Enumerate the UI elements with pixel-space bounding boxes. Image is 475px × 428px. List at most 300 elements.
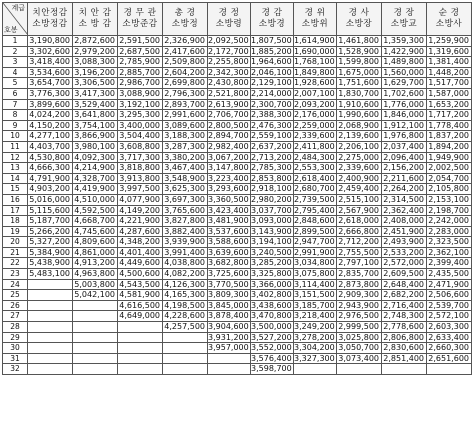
police-rank-label: 경 사: [348, 8, 370, 19]
salary-cell: 3,423,400: [208, 205, 249, 215]
step-cell: 16: [3, 194, 28, 205]
salary-cell: 5,384,900: [28, 247, 73, 258]
table-row: [3, 57, 472, 68]
salary-cell: 1,675,000: [337, 67, 382, 78]
salary-cell: 3,075,800: [294, 269, 335, 279]
salary-cell: 4,616,500: [118, 300, 163, 311]
salary-cell: 2,430,800: [208, 78, 249, 88]
salary-cell: 1,990,600: [337, 110, 382, 121]
salary-cell: [337, 364, 382, 375]
step-cell: 31: [3, 353, 28, 364]
salary-cell: 3,548,900: [163, 173, 208, 184]
table-row: [3, 269, 472, 280]
salary-cell: 5,003,800: [73, 279, 118, 290]
salary-cell: [73, 311, 118, 322]
salary-cell: 3,295,300: [118, 110, 163, 121]
step-cell: 25: [3, 290, 28, 301]
salary-cell: 2,096,400: [382, 152, 427, 163]
police-rank-label: 치안정감: [32, 8, 68, 19]
salary-cell: 2,471,900: [427, 279, 472, 290]
salary-cell: 3,639,600: [208, 247, 249, 257]
salary-cell: 3,400,000: [118, 120, 163, 131]
salary-cell: 2,509,800: [163, 57, 208, 68]
salary-cell: 1,702,600: [382, 88, 427, 99]
salary-cell: 1,778,400: [427, 120, 472, 131]
salary-cell: 3,143,900: [251, 226, 292, 236]
salary-cell: 3,114,400: [294, 279, 335, 289]
salary-cell: 4,403,700: [28, 141, 73, 152]
salary-cell: 2,068,900: [337, 120, 382, 131]
salary-cell: 3,878,400: [208, 311, 249, 321]
salary-cell: 5,115,600: [28, 205, 73, 216]
salary-cell: [163, 364, 208, 375]
salary-cell: 3,196,200: [73, 67, 118, 78]
salary-cell: 3,218,400: [294, 311, 335, 321]
fire-rank-label: 소방준감: [122, 19, 158, 29]
salary-cell: 2,796,300: [163, 88, 208, 99]
step-cell: 26: [3, 300, 28, 311]
salary-cell: [294, 364, 337, 375]
salary-cell: 2,451,900: [382, 226, 427, 237]
salary-cell: 2,156,200: [382, 163, 427, 174]
salary-table: [2, 2, 472, 375]
salary-cell: 4,277,100: [28, 131, 73, 142]
table-row: [3, 364, 472, 375]
table-row: [3, 110, 472, 121]
salary-cell: 4,791,900: [28, 173, 73, 184]
column-header: [251, 3, 294, 36]
salary-cell: 3,827,800: [163, 216, 208, 227]
step-cell: 8: [3, 110, 28, 121]
table-row: [3, 131, 472, 142]
salary-cell: 3,500,000: [251, 322, 292, 332]
salary-cell: 3,913,800: [118, 173, 163, 184]
salary-cell: 3,306,500: [73, 78, 118, 89]
salary-cell: 3,190,800: [28, 36, 73, 47]
salary-cell: [118, 353, 163, 364]
salary-cell: 2,054,700: [427, 173, 472, 184]
salary-cell: 5,266,200: [28, 226, 73, 237]
salary-cell: 2,712,200: [337, 237, 382, 248]
step-cell: 19: [3, 226, 28, 237]
table-row: [3, 67, 472, 78]
table-row: [3, 99, 472, 110]
salary-cell: 3,725,600: [208, 269, 249, 279]
salary-cell: 2,046,100: [251, 67, 292, 77]
table-row: [3, 205, 472, 216]
salary-cell: 3,037,700: [251, 205, 292, 215]
salary-cell: 2,618,400: [294, 173, 335, 183]
salary-cell: 2,300,700: [251, 99, 292, 109]
step-cell: 5: [3, 78, 28, 89]
table-row: [3, 36, 472, 47]
salary-cell: 3,470,800: [251, 311, 292, 321]
salary-cell: 1,690,000: [294, 46, 335, 56]
salary-cell: 2,609,500: [382, 269, 427, 280]
step-cell: 9: [3, 120, 28, 131]
fire-rank-label: 소방령: [215, 19, 243, 29]
salary-cell: 2,037,400: [382, 141, 427, 152]
salary-cell: 2,002,500: [427, 163, 472, 174]
salary-cell: 3,467,400: [163, 163, 208, 174]
salary-cell: 2,706,700: [208, 110, 249, 120]
salary-cell: 2,909,300: [337, 290, 382, 301]
table-header: [3, 3, 472, 36]
salary-cell: 1,807,500: [251, 36, 292, 45]
salary-cell: 3,754,100: [73, 120, 118, 131]
salary-cell: 2,893,700: [163, 99, 208, 110]
salary-cell: 3,325,800: [251, 269, 292, 279]
salary-cell: 2,417,600: [163, 46, 208, 57]
salary-cell: 3,997,500: [118, 184, 163, 195]
salary-cell: 2,982,400: [208, 141, 249, 151]
table-row: [3, 78, 472, 89]
salary-cell: 4,149,200: [118, 205, 163, 216]
salary-cell: [73, 300, 118, 311]
salary-cell: 4,963,800: [73, 269, 118, 280]
salary-cell: 5,042,100: [73, 290, 118, 301]
step-cell: 1: [3, 36, 28, 47]
salary-cell: 1,359,300: [382, 36, 427, 47]
salary-cell: 2,198,700: [427, 205, 472, 216]
table-row: [3, 290, 472, 301]
salary-cell: 1,717,200: [427, 110, 472, 121]
column-header: [427, 3, 472, 36]
salary-cell: 2,806,800: [382, 332, 427, 343]
salary-cell: 2,400,900: [337, 173, 382, 184]
salary-cell: 5,187,700: [28, 216, 73, 227]
salary-cell: 2,999,500: [337, 322, 382, 333]
salary-cell: 2,899,500: [294, 226, 335, 236]
salary-cell: [118, 343, 163, 354]
salary-cell: 2,515,100: [337, 194, 382, 205]
salary-cell: 3,957,000: [208, 343, 249, 353]
salary-cell: 2,739,500: [294, 194, 335, 204]
salary-cell: [28, 332, 73, 343]
salary-cell: 3,073,400: [337, 353, 382, 364]
table-row: [3, 300, 472, 311]
salary-cell: 2,339,600: [294, 131, 335, 141]
salary-cell: 2,699,800: [163, 78, 208, 89]
table-row: [3, 46, 472, 57]
salary-cell: 3,882,400: [163, 226, 208, 237]
salary-cell: 2,214,000: [251, 88, 292, 98]
step-cell: 17: [3, 205, 28, 216]
salary-cell: 2,800,500: [208, 120, 249, 130]
salary-cell: 4,257,500: [163, 322, 208, 333]
police-rank-label: 경 정: [218, 8, 240, 19]
salary-cell: [208, 364, 251, 375]
salary-cell: 3,527,200: [251, 332, 292, 342]
salary-cell: 4,510,000: [73, 194, 118, 205]
salary-cell: 3,625,300: [163, 184, 208, 195]
salary-cell: 1,614,900: [294, 36, 335, 45]
salary-cell: [427, 364, 472, 375]
salary-cell: 1,489,800: [382, 57, 427, 68]
salary-cell: 4,745,600: [73, 226, 118, 237]
step-cell: 2: [3, 46, 28, 57]
salary-cell: 2,648,400: [382, 279, 427, 290]
salary-cell: 2,362,400: [382, 205, 427, 216]
salary-cell: 1,319,600: [427, 46, 472, 57]
step-cell: 4: [3, 67, 28, 78]
step-cell: 27: [3, 311, 28, 322]
salary-cell: 2,572,100: [427, 311, 472, 322]
salary-cell: 2,323,500: [427, 237, 472, 248]
salary-cell: 3,598,700: [251, 364, 292, 374]
salary-cell: 4,328,700: [73, 173, 118, 184]
step-cell: 24: [3, 279, 28, 290]
step-cell: 20: [3, 237, 28, 248]
salary-cell: 3,931,200: [208, 332, 249, 342]
salary-cell: 4,038,800: [163, 258, 208, 269]
step-cell: 10: [3, 131, 28, 142]
salary-cell: 3,899,600: [28, 99, 73, 110]
salary-cell: 2,918,100: [251, 184, 292, 194]
fire-rank-label: 소방사: [435, 19, 463, 29]
salary-cell: 2,264,200: [382, 184, 427, 195]
fire-rank-label: 소방위: [301, 19, 329, 29]
salary-cell: 2,533,200: [382, 247, 427, 258]
salary-cell: 4,228,600: [163, 311, 208, 322]
salary-cell: 2,680,700: [294, 184, 335, 194]
salary-cell: 3,278,200: [294, 332, 335, 342]
salary-cell: 4,649,000: [118, 311, 163, 322]
salary-cell: 2,976,500: [337, 311, 382, 322]
salary-cell: [163, 332, 208, 343]
salary-cell: 5,483,100: [28, 269, 73, 280]
salary-cell: 4,092,300: [73, 152, 118, 163]
salary-cell: 3,302,600: [28, 46, 73, 57]
salary-cell: 3,608,800: [118, 141, 163, 152]
salary-cell: 4,198,500: [163, 300, 208, 311]
salary-cell: 3,285,200: [251, 258, 292, 268]
salary-cell: 2,539,700: [427, 300, 472, 311]
salary-cell: 1,964,600: [251, 57, 292, 67]
salary-cell: 2,172,700: [208, 46, 249, 56]
salary-cell: 1,910,600: [337, 99, 382, 110]
police-rank-label: 총 경: [174, 8, 196, 19]
step-cell: 3: [3, 57, 28, 68]
salary-cell: [28, 364, 73, 375]
salary-cell: 3,185,700: [294, 300, 335, 310]
salary-cell: 2,666,800: [337, 226, 382, 237]
salary-cell: 1,422,900: [382, 46, 427, 57]
salary-cell: 3,770,500: [208, 279, 249, 289]
salary-cell: 3,576,400: [251, 353, 292, 363]
salary-cell: 2,835,700: [337, 269, 382, 280]
table-row: [3, 237, 472, 248]
salary-cell: 2,476,300: [251, 120, 292, 130]
salary-cell: 4,913,200: [73, 258, 118, 269]
salary-cell: 2,991,600: [163, 110, 208, 121]
salary-cell: 3,089,600: [163, 120, 208, 131]
salary-cell: 2,873,800: [337, 279, 382, 290]
police-rank-label: 치 안 감: [78, 8, 112, 19]
salary-cell: 3,939,900: [163, 237, 208, 248]
salary-cell: 2,795,400: [294, 205, 335, 215]
salary-cell: 1,587,000: [427, 88, 472, 99]
salary-cell: 3,194,100: [251, 237, 292, 247]
column-header: [337, 3, 382, 36]
salary-cell: 2,242,000: [427, 216, 472, 227]
salary-cell: 2,139,600: [337, 131, 382, 142]
table-row: [3, 247, 472, 258]
step-cell: 18: [3, 216, 28, 227]
salary-cell: 4,861,000: [73, 247, 118, 258]
salary-cell: 3,809,300: [208, 290, 249, 300]
salary-cell: 2,885,700: [118, 67, 163, 78]
fire-rank-label: 소방정: [171, 19, 199, 29]
salary-cell: 1,461,800: [337, 36, 382, 47]
salary-cell: 1,629,700: [382, 78, 427, 89]
salary-cell: 1,949,900: [427, 152, 472, 163]
table-row: [3, 343, 472, 354]
salary-cell: 2,092,500: [208, 36, 249, 45]
salary-cell: 2,748,300: [382, 311, 427, 322]
salary-cell: [28, 300, 73, 311]
salary-cell: 4,150,200: [28, 120, 73, 131]
salary-cell: 4,530,800: [28, 152, 73, 163]
salary-cell: [382, 364, 427, 375]
salary-cell: 3,067,200: [208, 152, 249, 162]
salary-cell: 2,651,600: [427, 353, 472, 364]
salary-cell: 2,314,500: [382, 194, 427, 205]
column-header: [382, 3, 427, 36]
column-header: [208, 3, 251, 36]
salary-cell: 4,024,200: [28, 110, 73, 121]
column-header: [294, 3, 337, 36]
salary-cell: 4,401,400: [118, 247, 163, 258]
salary-cell: 3,682,800: [208, 258, 249, 268]
salary-cell: 2,553,300: [294, 163, 335, 173]
salary-cell: [28, 311, 73, 322]
table-row: [3, 184, 472, 195]
salary-cell: 2,255,800: [208, 57, 249, 67]
salary-cell: 2,603,300: [427, 322, 472, 333]
salary-cell: 4,668,700: [73, 216, 118, 227]
table-row: [3, 216, 472, 227]
salary-cell: 2,283,000: [427, 226, 472, 237]
salary-cell: 1,830,700: [337, 88, 382, 99]
salary-cell: 2,559,100: [251, 131, 292, 141]
salary-cell: 3,418,400: [28, 57, 73, 68]
salary-cell: [118, 364, 163, 375]
salary-cell: 2,326,900: [163, 36, 208, 47]
salary-cell: 2,105,800: [427, 184, 472, 195]
salary-cell: 4,419,900: [73, 184, 118, 195]
salary-table-container: [2, 2, 472, 375]
salary-cell: 3,402,800: [251, 290, 292, 300]
header-row: [3, 3, 472, 36]
salary-cell: [208, 353, 251, 364]
salary-cell: 4,592,500: [73, 205, 118, 216]
salary-cell: 2,459,400: [337, 184, 382, 195]
step-label: 호봉: [4, 26, 18, 34]
salary-cell: [73, 364, 118, 375]
salary-cell: 3,904,600: [208, 322, 249, 332]
table-row: [3, 88, 472, 99]
table-body: [3, 36, 472, 375]
salary-cell: [28, 290, 73, 301]
salary-cell: 2,604,200: [163, 67, 208, 78]
salary-cell: 3,327,300: [294, 353, 335, 363]
salary-cell: 3,088,900: [118, 88, 163, 99]
salary-cell: 3,537,600: [208, 226, 249, 236]
salary-cell: 2,872,600: [73, 36, 118, 47]
salary-cell: [163, 353, 208, 364]
salary-cell: 2,506,600: [427, 290, 472, 301]
salary-cell: 2,660,300: [427, 343, 472, 354]
salary-cell: 3,034,800: [294, 258, 335, 268]
salary-cell: 3,504,400: [118, 131, 163, 142]
fire-rank-label: 소 방 감: [78, 19, 112, 29]
salary-cell: 3,552,000: [251, 343, 292, 353]
fire-rank-label: 소방장: [345, 19, 373, 29]
salary-cell: 2,785,300: [251, 163, 292, 173]
salary-cell: 1,528,900: [337, 46, 382, 57]
salary-cell: 3,223,400: [208, 173, 249, 183]
salary-cell: 3,249,200: [294, 322, 335, 332]
salary-cell: 2,206,100: [337, 141, 382, 152]
salary-cell: 2,633,400: [427, 332, 472, 343]
salary-cell: 2,093,200: [294, 99, 335, 109]
salary-cell: [28, 279, 73, 290]
salary-cell: 2,785,900: [118, 57, 163, 68]
salary-cell: 1,599,800: [337, 57, 382, 68]
salary-cell: 1,259,900: [427, 36, 472, 47]
salary-cell: 1,751,600: [337, 78, 382, 89]
salary-cell: [118, 322, 163, 333]
salary-cell: 2,408,000: [382, 216, 427, 227]
salary-cell: 4,221,900: [118, 216, 163, 227]
step-cell: 29: [3, 332, 28, 343]
table-row: [3, 141, 472, 152]
salary-cell: 1,653,200: [427, 99, 472, 110]
salary-cell: 2,637,200: [251, 141, 292, 151]
salary-cell: 3,866,900: [73, 131, 118, 142]
salary-cell: 4,287,600: [118, 226, 163, 237]
salary-cell: 3,360,500: [208, 194, 249, 204]
fire-rank-label: 소방정감: [32, 19, 68, 29]
table-row: [3, 173, 472, 184]
salary-cell: 3,287,300: [163, 141, 208, 152]
salary-cell: 2,388,300: [251, 110, 292, 120]
salary-cell: 2,755,500: [337, 247, 382, 258]
salary-cell: 2,399,400: [427, 258, 472, 269]
step-cell: 21: [3, 247, 28, 258]
salary-cell: 3,588,600: [208, 237, 249, 247]
salary-cell: 3,845,000: [208, 300, 249, 310]
salary-cell: 1,894,200: [427, 141, 472, 152]
column-header: [118, 3, 163, 36]
salary-cell: [73, 353, 118, 364]
salary-cell: 4,082,200: [163, 269, 208, 280]
salary-cell: 3,717,300: [118, 152, 163, 163]
salary-cell: 1,885,200: [251, 46, 292, 56]
salary-cell: [118, 332, 163, 343]
salary-cell: 1,560,000: [382, 67, 427, 78]
step-cell: 32: [3, 364, 28, 375]
salary-cell: 2,947,700: [294, 237, 335, 247]
step-cell: 28: [3, 322, 28, 333]
salary-cell: 2,778,600: [382, 322, 427, 333]
salary-cell: 4,214,900: [73, 163, 118, 174]
salary-cell: 3,417,300: [73, 88, 118, 99]
salary-cell: 2,682,200: [382, 290, 427, 301]
salary-cell: 3,188,300: [163, 131, 208, 142]
salary-cell: 3,818,800: [118, 163, 163, 174]
